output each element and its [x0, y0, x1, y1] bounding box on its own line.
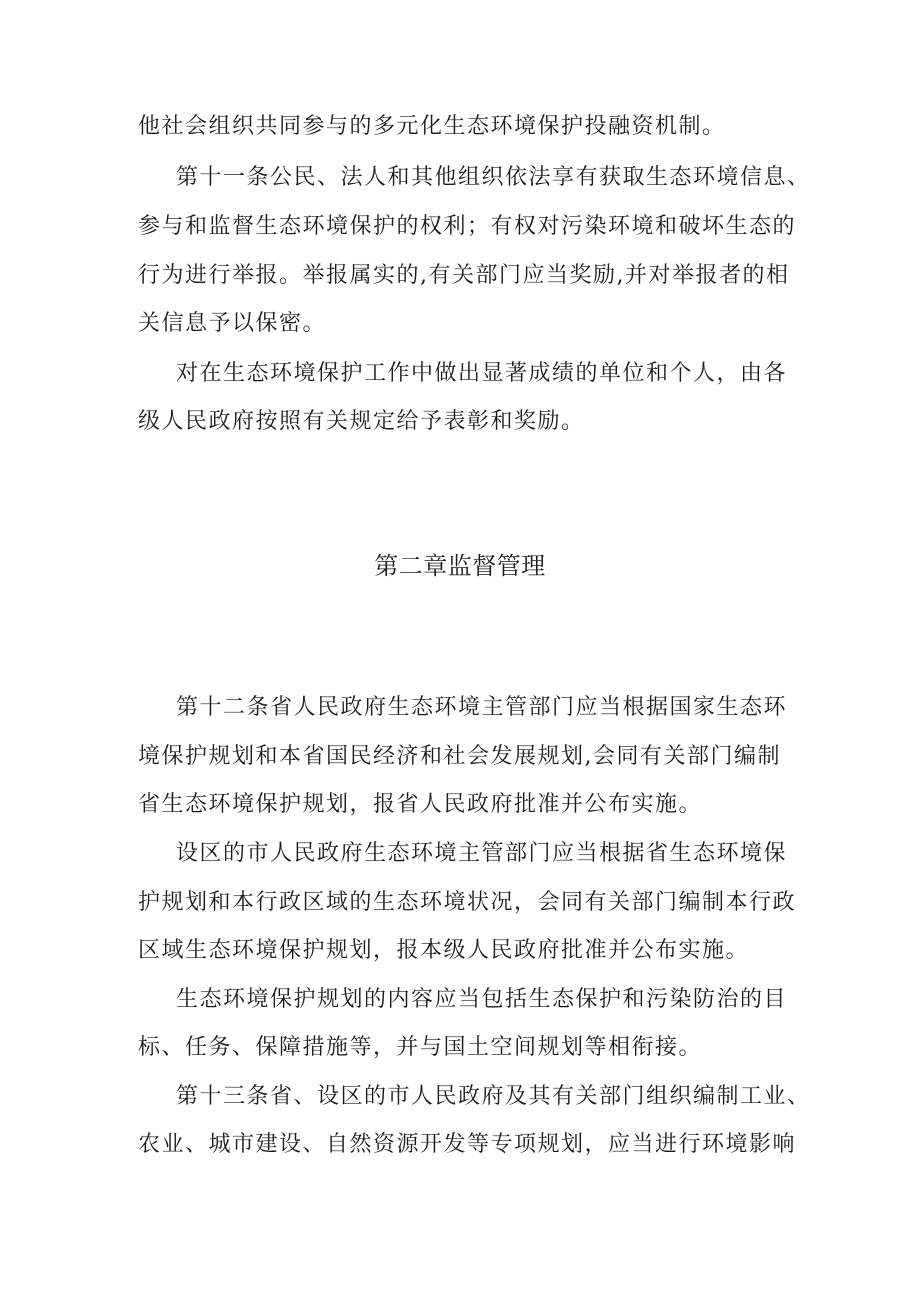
content-paragraph-line-1: 生态环境保护规划的内容应当包括生态保护和污染防治的目 [176, 987, 788, 1012]
award-paragraph-line-1: 对在生态环境保护工作中做出显著成绩的单位和个人，由各 [176, 361, 788, 386]
article-11-line-2: 参与和监督生态环境保护的权利；有权对污染环境和破坏生态的 [138, 214, 797, 239]
content-paragraph-line-2: 标、任务、保障措施等，并与国土空间规划等相衔接。 [138, 1035, 703, 1060]
article-12-line-2: 境保护规划和本省国民经济和社会发展规划,会同有关部门编制 [138, 744, 781, 769]
municipal-paragraph-line-1: 设区的市人民政府生态环境主管部门应当根据省生态环境保 [176, 841, 788, 866]
paragraph-line: 他社会组织共同参与的多元化生态环境保护投融资机制。 [138, 114, 726, 139]
article-13-line-2: 农业、城市建设、自然资源开发等专项规划，应当进行环境影响 [138, 1132, 797, 1157]
chapter-heading: 第二章监督管理 [374, 552, 546, 580]
article-11-line-1: 第十一条公民、法人和其他组织依法享有获取生态环境信息、 [176, 165, 811, 190]
award-paragraph-line-2: 级人民政府按照有关规定给予表彰和奖励。 [138, 409, 585, 434]
article-11-line-4: 关信息予以保密。 [138, 311, 327, 336]
article-13-line-1: 第十三条省、设区的市人民政府及其有关部门组织编制工业、 [176, 1084, 811, 1109]
article-12-line-1: 第十二条省人民政府生态环境主管部门应当根据国家生态环 [176, 695, 788, 720]
municipal-paragraph-line-3: 区域生态环境保护规划，报本级人民政府批准并公布实施。 [138, 938, 750, 963]
municipal-paragraph-line-2: 护规划和本行政区域的生态环境状况，会同有关部门编制本行政 [138, 890, 797, 915]
article-11-line-3: 行为进行举报。举报属实的,有关部门应当奖励,并对举报者的相 [138, 263, 790, 288]
article-12-line-3: 省生态环境保护规划，报省人民政府批准并公布实施。 [138, 792, 703, 817]
